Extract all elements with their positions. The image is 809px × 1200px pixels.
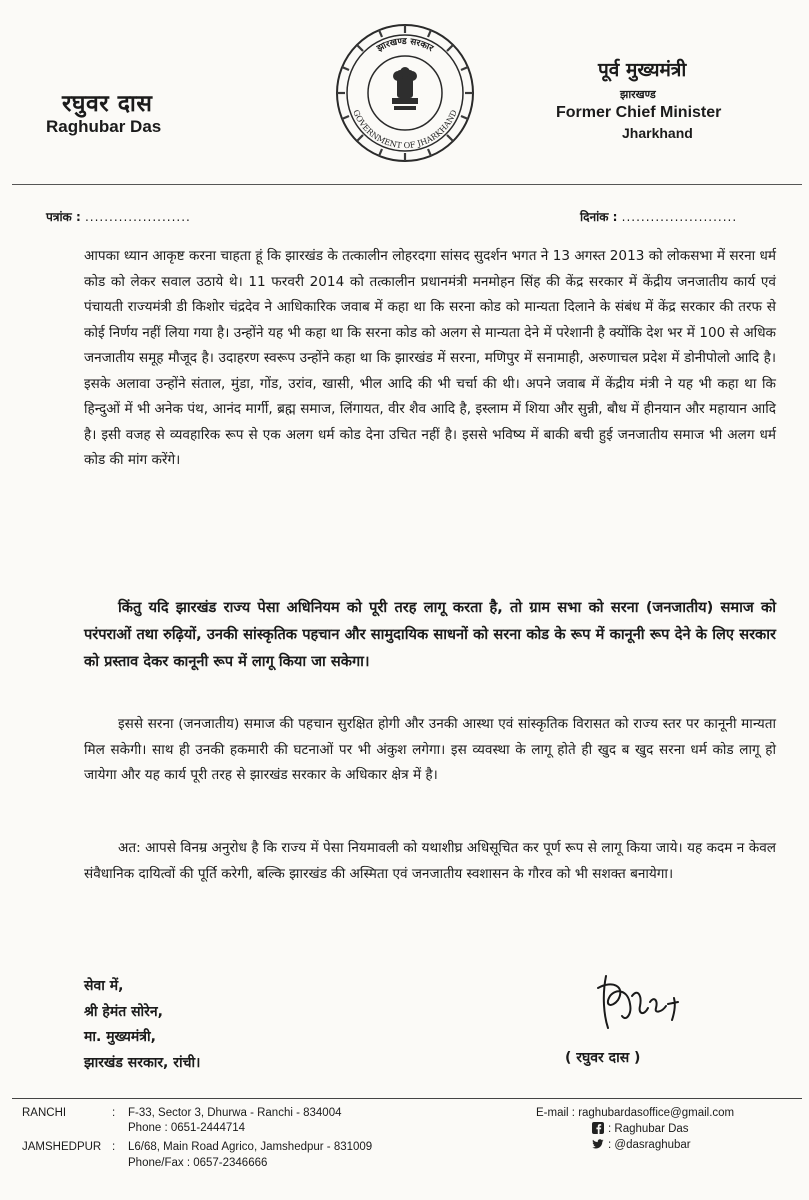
footer-colon: :	[112, 1141, 116, 1153]
sender-name-hindi: रघुवर दास	[62, 91, 153, 117]
ranchi-address: F-33, Sector 3, Dhurwa - Ranchi - 834004	[128, 1107, 342, 1119]
signatory-name: ( रघुवर दास )	[565, 1050, 641, 1066]
handwritten-signature	[592, 966, 688, 1036]
header-divider	[12, 184, 802, 185]
dinank-blank: ........................	[621, 210, 738, 224]
address-line-2: श्री हेमंत सोरेन,	[84, 1003, 163, 1020]
footer-divider	[12, 1098, 802, 1099]
state-english: Jharkhand	[622, 125, 693, 141]
dinank-label: दिनांक :	[580, 210, 618, 224]
patrank-blank: ......................	[84, 210, 191, 224]
patrank-label: पत्रांक :	[46, 210, 81, 224]
designation-english: Former Chief Minister	[556, 104, 722, 121]
sender-name-english: Raghubar Das	[46, 117, 162, 136]
paragraph-3: इससे सरना (जनजातीय) समाज की पहचान सुरक्षित होगी और उनकी आस्था एवं सांस्कृतिक विरासत को राज्य स्तर पर कानूनी मान्यता मिल सकेगी। साथ ही उनकी हकमारी की घटनाओं पर भी अंकुश लगेगा। इस व्यवस्था के लागू होते ही खुद ब खुद सरना धर्म कोड लागू हो जायेगा और यह कार्य पूरी तरह से झारखंड सरकार के अधिकार क्षेत्र में है।	[84, 716, 776, 783]
email-row	[536, 1106, 734, 1121]
address-line-4: झारखंड सरकार, रांची।	[84, 1054, 201, 1071]
seal-top-text: झारखण्ड सरकार	[375, 36, 435, 55]
designation-hindi: पूर्व मुख्यमंत्री	[598, 59, 687, 81]
reference-number	[46, 208, 191, 225]
address-line-3: मा. मुख्यमंत्री,	[84, 1029, 156, 1045]
seal-bottom-text: GOVERNMENT OF JHARKHAND	[351, 108, 459, 151]
ranchi-label: RANCHI	[22, 1107, 67, 1119]
jamshedpur-label: JAMSHEDPUR	[22, 1141, 102, 1153]
jamshedpur-address: L6/68, Main Road Agrico, Jamshedpur - 831009	[128, 1141, 373, 1153]
state-hindi: झारखण्ड	[620, 88, 656, 101]
government-seal	[334, 22, 476, 164]
facebook-handle: : Raghubar Das	[608, 1123, 689, 1135]
email-address[interactable]: raghubardasoffice@gmail.com	[578, 1107, 735, 1119]
twitter-row[interactable]	[592, 1138, 691, 1153]
twitter-bird-icon	[592, 1138, 604, 1150]
recipient-address	[84, 974, 200, 1076]
paragraph-1: आपका ध्यान आकृष्ट करना चाहता हूं कि झारखंड के तत्कालीन लोहरदगा सांसद सुदर्शन भगत ने 13 अगस्त 2013 को लोकसभा में सरना धर्म कोड को लेकर सवाल उठाये थे। 11 फरवरी 2014 को तत्कालीन प्रधानमंत्री मनमोहन सिंह की केंद्र सरकार में केंद्रीय जनजातीय कार्य एवं पंचायती राज्यमंत्री डी किशोर चंद्रदेव ने आधिकारिक जवाब में कहा था कि सरना कोड को मान्यता दिलाने के संबंध में केंद्र सरकार की तरफ से कोई निर्णय नहीं लिया गया है। उन्होंने यह भी कहा था कि सरना कोड को अलग से मान्यता देने में परेशानी है क्योंकि देश भर में 100 से अधिक जनजातीय समूह मौजूद है। उदाहरण स्वरूप उन्होंने कहा था कि झारखंड में सरना, मणिपुर में सनामाही, अरुणाचल प्रदेश में डोनीपोलो आदि है। इसके अलावा उन्होंने संताल, मुंडा, गोंड, उरांव, खासी, भील आदि की भी चर्चा की थी। अपने जवाब में केंद्रीय मंत्री ने यह भी कहा था कि हिन्दुओं में भी अनेक पंथ, आनंद मार्गी, ब्रह्म समाज, लिंगायत, वीर शैव आदि है, इस्लाम में शिया और सुन्नी, बौध में हीनयान और महायान आदि है। इसी वजह से व्यवहारिक रूप से एक अलग धर्म कोड देना उचित नहीं है। इससे भविष्य में बाकी बची हुई जनजातीय समाज भी अलग धर्म कोड की मांग करेंगे।	[84, 248, 776, 468]
date-field	[580, 208, 737, 225]
facebook-icon	[592, 1122, 604, 1134]
paragraph-4: अत: आपसे विनम्र अनुरोध है कि राज्य में पेसा नियमावली को यथाशीघ्र अधिसूचित कर पूर्ण रूप से लागू किया जाये। यह कदम न केवल संवैधानिक दायित्वों की पूर्ति करेगी, बल्कि झारखंड की अस्मिता एवं जनजातीय स्वशासन के गौरव को भी सशक्त बनायेगा।	[84, 840, 776, 882]
ranchi-phone: Phone : 0651-2444714	[128, 1122, 246, 1134]
address-line-1: सेवा में,	[84, 978, 124, 994]
jamshedpur-phone: Phone/Fax : 0657-2346666	[128, 1157, 268, 1169]
footer-colon: :	[112, 1107, 116, 1119]
twitter-handle: : @dasraghubar	[608, 1139, 691, 1151]
paragraph-2: किंतु यदि झारखंड राज्य पेसा अधिनियम को पूरी तरह लागू करता है, तो ग्राम सभा को सरना (जनजातीय) समाज को परंपराओं तथा रुढ़ियों, उनकी सांस्कृतिक पहचान और सामुदायिक साधनों को सरना कोड के रूप में कानूनी रूप देने के लिए सरकार को प्रस्ताव देकर कानूनी रूप में लागू किया जा सकेगा।	[84, 599, 776, 670]
facebook-row[interactable]	[592, 1122, 689, 1137]
email-label: E-mail :	[536, 1107, 575, 1119]
